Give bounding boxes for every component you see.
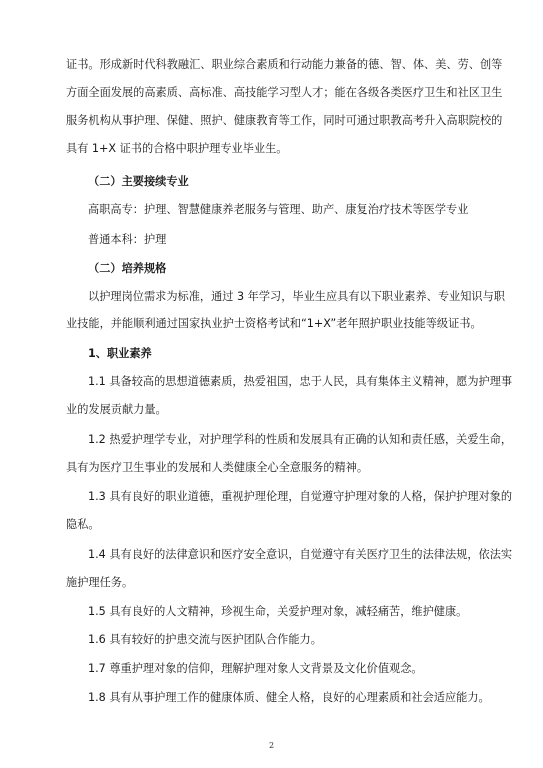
item-4-line-1: 1.4 具有良好的法律意识和医疗安全意识，自觉遵守有关医疗卫生的法律法规，依法实 — [88, 548, 513, 561]
section-heading-specs: （二）培养规格 — [88, 262, 167, 275]
specs-intro-line-2: 业技能，并能顺利通过国家执业护士资格考试和“1+X”老年照护职业技能等级证书。 — [66, 317, 482, 330]
intro-line-2: 方面全面发展的高素质、高标准、高技能学习型人才；能在各级各类医疗卫生和社区卫生 — [66, 86, 503, 99]
item-5-line-1: 1.5 具有良好的人文精神，珍视生命，关爱护理对象，减轻痛苦，维护健康。 — [88, 605, 468, 618]
item-6-line-1: 1.6 具有较好的护患交流与医护团队合作能力。 — [88, 633, 322, 646]
item-8-line-1: 1.8 具有从事护理工作的健康体质、健全人格，良好的心理素质和社会适应能力。 — [88, 691, 490, 704]
item-1-line-1: 1.1 具备较高的思想道德素质，热爱祖国，忠于人民，具有集体主义精神，愿为护理事 — [88, 375, 513, 388]
subsection-heading: 1、职业素养 — [88, 347, 152, 360]
item-3-line-1: 1.3 具有良好的职业道德，重视护理伦理，自觉遵守护理对象的人格，保护护理对象的 — [88, 490, 513, 503]
undergraduate-majors: 普通本科：护理 — [88, 233, 167, 246]
item-3-line-2: 隐私。 — [66, 518, 100, 531]
item-4-line-2: 施护理任务。 — [66, 576, 134, 589]
intro-line-1: 证书。形成新时代科教融汇、职业综合素质和行动能力兼备的德、智、体、美、劳、创等 — [66, 58, 503, 71]
item-2-line-1: 1.2 热爱护理学专业，对护理学科的性质和发展具有正确的认知和责任感，关爱生命， — [88, 433, 513, 446]
intro-line-4: 具有 1+X 证书的合格中职护理专业毕业生。 — [66, 142, 288, 155]
intro-line-3: 服务机构从事护理、保健、照护、健康教育等工作，同时可通过职教高考升入高职院校的 — [66, 114, 503, 127]
item-1-line-2: 业的发展贡献力量。 — [66, 403, 167, 416]
page-number: 2 — [268, 741, 275, 750]
item-2-line-2: 具有为医疗卫生事业的发展和人类健康全心全意服务的精神。 — [66, 461, 369, 474]
specs-intro-line-1: 以护理岗位需求为标准，通过 3 年学习，毕业生应具有以下职业素养、专业知识与职 — [88, 290, 505, 303]
vocational-majors: 高职高专：护理、智慧健康养老服务与管理、助产、康复治疗技术等医学专业 — [88, 203, 469, 216]
item-7-line-1: 1.7 尊重护理对象的信仰，理解护理对象人文背景及文化价值观念。 — [88, 662, 423, 675]
section-heading-majors: （二）主要接续专业 — [88, 175, 189, 188]
